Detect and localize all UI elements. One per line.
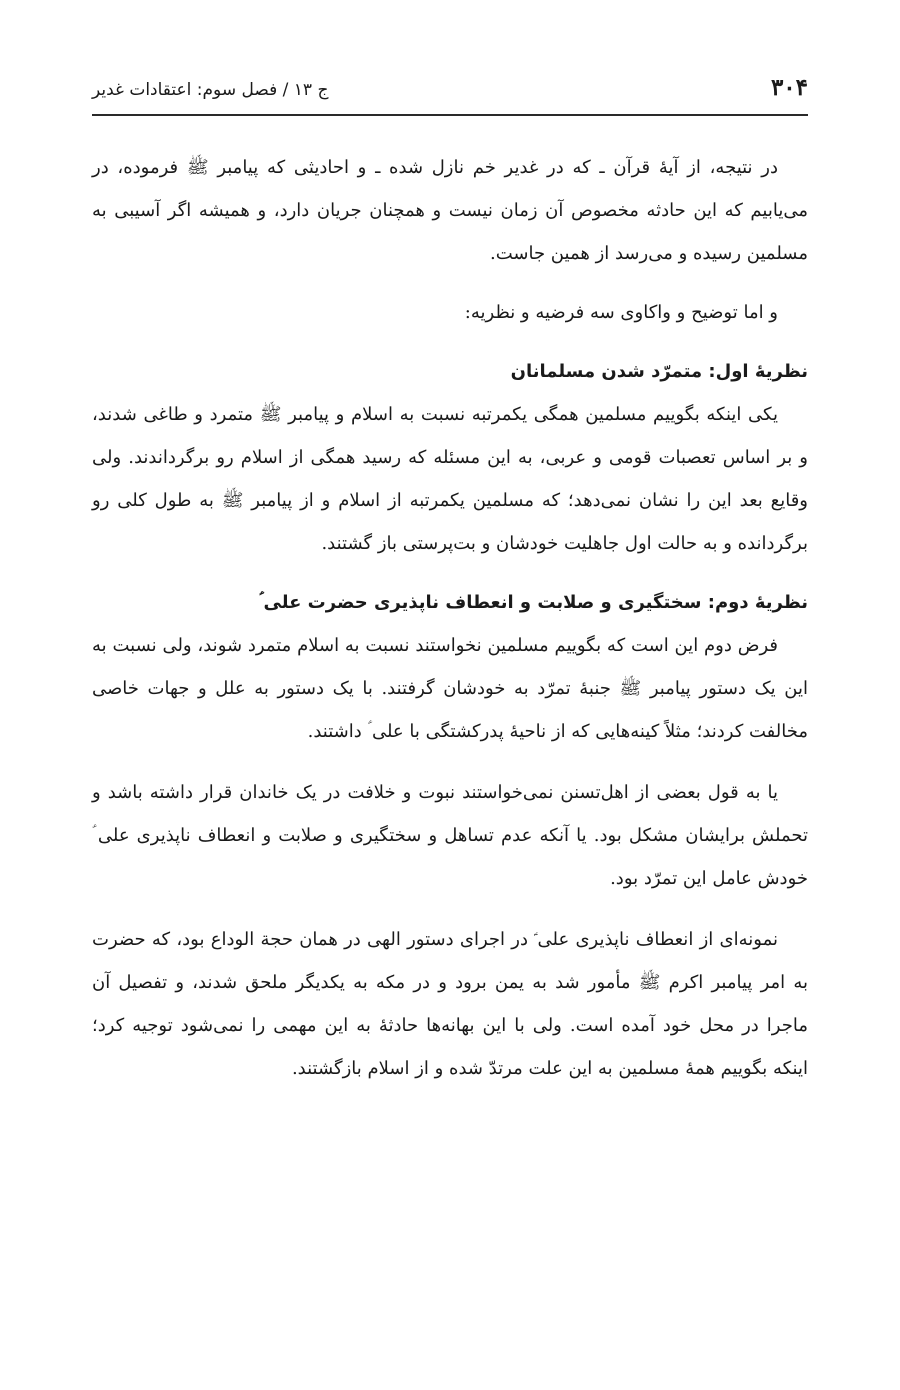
paragraph-intro-hypotheses: و اما توضیح و واکاوی سه فرضیه و نظریه: xyxy=(464,302,778,323)
page-number: ۳۰۴ xyxy=(770,74,808,101)
heading-first-theory: نظریهٔ اول: متمرّد شدن مسلمانان xyxy=(510,361,808,382)
book-page xyxy=(92,0,808,1390)
paragraph-sunni-view: یا به قول بعضی از اهل‌تسنن نمی‌خواستند نبوت و خلافت در یک خاندان قرار داشته باشد و تحملش برایشان مشکل بود. یا آنکه عدم تساهل و سختگیری و صلابت و انعطاف ناپذیری علی ؑ خودش عامل این تمرّد بود. xyxy=(92,782,808,889)
chapter-title: ج ۱۳ / فصل سوم: اعتقادات غدیر xyxy=(92,80,329,100)
paragraph-example: نمونه‌ای از انعطاف ناپذیری علی ؑ در اجرای دستور الهی در همان حجة الوداع بود، که حضرت به امر پیامبر اکرم ﷺ مأمور شد به یمن برود و در مکه به یکدیگر ملحق شدند، و تفصیل آن ماجرا در محل خود آمده است. ولی با این بهانه‌ها حادثهٔ به این مهمی را نمی‌شود توجیه کرد؛ اینکه بگوییم همهٔ مسلمین به این علت مرتدّ شده و از اسلام بازگشتند. xyxy=(92,929,808,1079)
running-header xyxy=(92,74,808,116)
paragraph-conclusion: در نتیجه، از آیهٔ قرآن ـ که در غدیر خم نازل شده ـ و احادیثی که پیامبر ﷺ فرموده، در می‌یابیم که این حادثه مخصوص آن زمان نیست و همچنان جریان دارد، و همیشه اگر آسیبی به مسلمین رسیده و می‌رسد از همین جاست. xyxy=(92,157,808,264)
paragraph-second-theory: فرض دوم این است که بگوییم مسلمین نخواستند نسبت به اسلام متمرد شوند، ولی نسبت به این یک دستور پیامبر ﷺ جنبهٔ تمرّد به خودشان گرفتند. با یک دستور به علل و جهات خاصی مخالفت کردند؛ مثلاً کینه‌هایی که از ناحیهٔ پدرکشتگی با علی ؑ داشتند. xyxy=(92,635,808,742)
heading-second-theory: نظریهٔ دوم: سختگیری و صلابت و انعطاف ناپذیری حضرت علی ؑ xyxy=(259,592,808,613)
paragraph-first-theory: یکی اینکه بگوییم مسلمین همگی یکمرتبه نسبت به اسلام و پیامبر ﷺ متمرد و طاغی شدند، و بر اساس تعصبات قومی و عربی، به این مسئله که رسید همگی از اسلام رو برگرداندند. ولی وقایع بعد این را نشان نمی‌دهد؛ که مسلمین یکمرتبه از اسلام و از پیامبر ﷺ به طول کلی رو برگردانده و به حالت اول جاهلیت خودشان و بت‌پرستی باز گشتند. xyxy=(92,404,808,554)
body-text xyxy=(92,146,808,1090)
